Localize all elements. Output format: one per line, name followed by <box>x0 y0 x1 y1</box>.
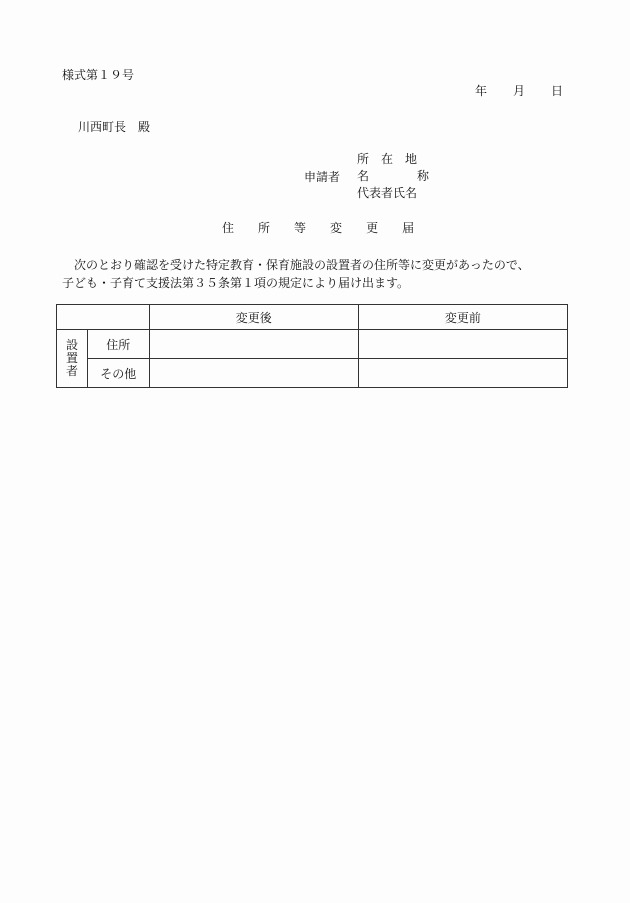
body-line-1: 次のとおり確認を受けた特定教育・保育施設の設置者の住所等に変更があったので、 <box>74 258 530 272</box>
date-line <box>475 82 563 99</box>
table-row <box>57 359 568 388</box>
group-label: 設置者 <box>65 338 78 378</box>
body-text <box>62 256 574 292</box>
title-char: 所 <box>258 221 271 235</box>
row-label: 住所 <box>87 330 149 359</box>
title-char: 住 <box>222 221 235 235</box>
title-char: 更 <box>366 221 379 235</box>
addressee: 川西町長 殿 <box>78 120 151 134</box>
applicant-role-label: 申請者 <box>304 170 341 184</box>
applicant-address-label: 所 在 地 <box>357 152 418 166</box>
group-label-cell <box>57 330 88 388</box>
table-corner-cell <box>57 305 150 330</box>
table-header-row <box>57 305 568 330</box>
row-label: その他 <box>87 359 149 388</box>
title-char: 届 <box>402 221 415 235</box>
title-char: 等 <box>294 221 307 235</box>
applicant-fields <box>357 151 429 202</box>
other-before-field[interactable] <box>358 359 567 388</box>
header-before: 変更前 <box>358 305 567 330</box>
date-year-label: 年 <box>475 84 488 98</box>
applicant-representative-label: 代表者氏名 <box>357 186 418 200</box>
date-month-label: 月 <box>513 84 526 98</box>
form-number: 様式第１９号 <box>62 68 135 82</box>
body-line-2: 子ども・子育て支援法第３５条第１項の規定により届け出ます。 <box>62 276 410 290</box>
address-after-field[interactable] <box>149 330 358 359</box>
header-after: 変更後 <box>149 305 358 330</box>
title-char: 変 <box>330 221 343 235</box>
table-row <box>57 330 568 359</box>
changes-table <box>56 304 568 388</box>
applicant-name-label: 名 称 <box>357 169 430 183</box>
other-after-field[interactable] <box>149 359 358 388</box>
document-title <box>222 219 414 236</box>
date-day-label: 日 <box>551 84 564 98</box>
address-before-field[interactable] <box>358 330 567 359</box>
